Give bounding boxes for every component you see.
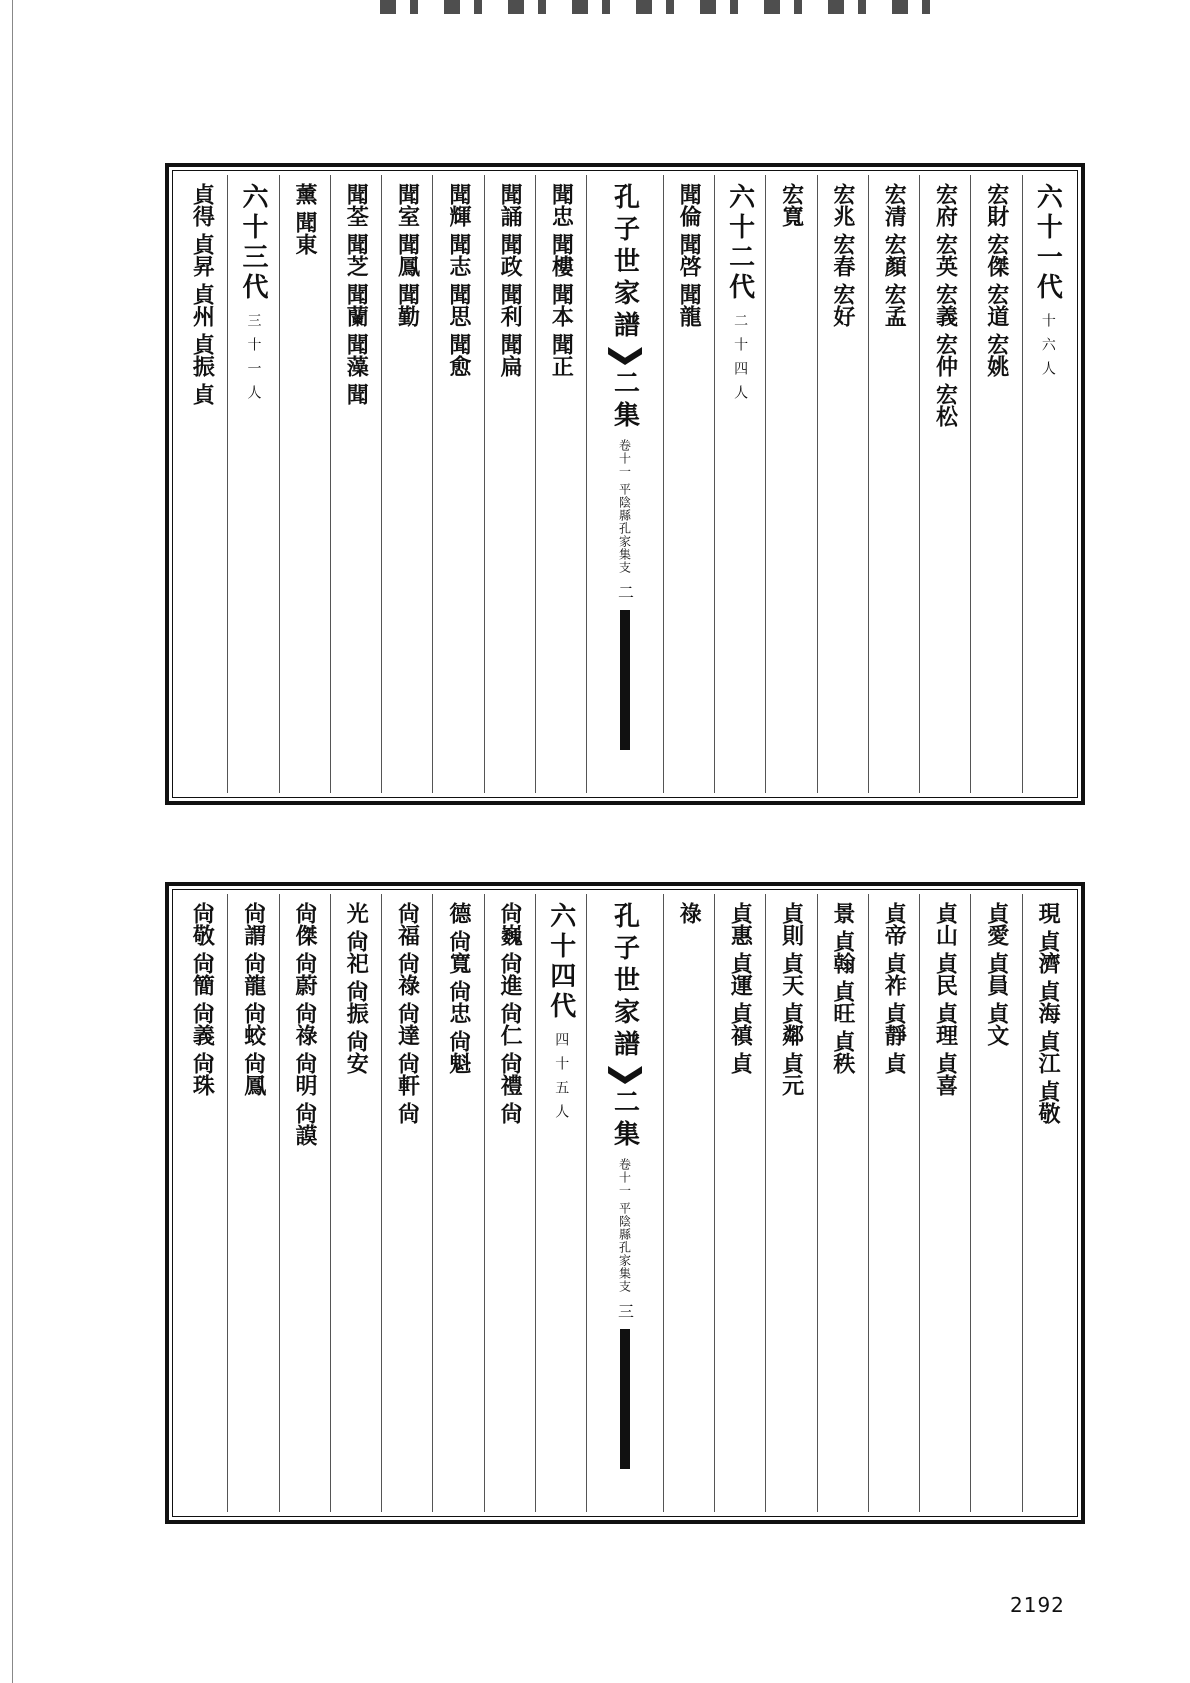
- person-name: 聞倫: [676, 183, 703, 227]
- person-name: 貞山: [932, 902, 959, 946]
- generation-count: 四十五人: [553, 1032, 570, 1128]
- name-column: [432, 175, 483, 793]
- person-name: 尙祿: [291, 1002, 318, 1046]
- person-name: 聞荃: [343, 183, 370, 227]
- person-name: 宏英: [932, 233, 959, 277]
- person-name: 貞文: [983, 1002, 1010, 1046]
- gutter-title: 孔子世家譜: [609, 902, 640, 1062]
- generation-count: 二十四人: [732, 313, 749, 409]
- page-margin-line: [12, 0, 13, 1683]
- name-column: [381, 894, 432, 1512]
- person-name: 貞州: [189, 283, 216, 327]
- generation-title: 六十三代: [238, 183, 268, 303]
- name-column: [330, 175, 381, 793]
- person-name: 貞海: [1035, 980, 1062, 1024]
- person-name: 貞理: [932, 1002, 959, 1046]
- person-name: 尙龍: [240, 952, 267, 996]
- person-name: 尙: [497, 1102, 524, 1124]
- person-name: 祿: [676, 902, 703, 924]
- name-column: [177, 175, 227, 793]
- person-name: 貞靜: [881, 1002, 908, 1046]
- person-name: 尙寬: [445, 930, 472, 974]
- book-gutter: [586, 175, 662, 793]
- person-name: 尙達: [394, 1002, 421, 1046]
- person-name: 宏兆: [829, 183, 856, 227]
- generation-heading: [714, 175, 765, 793]
- person-name: 貞鄰: [778, 1002, 805, 1046]
- page-number: 2192: [1010, 1593, 1065, 1617]
- name-column: [868, 175, 919, 793]
- person-name: 貞翰: [829, 930, 856, 974]
- person-name: 宏府: [932, 183, 959, 227]
- person-name: 尙振: [343, 980, 370, 1024]
- person-name: 聞利: [497, 283, 524, 327]
- person-name: 景: [829, 902, 856, 924]
- person-name: 聞本: [548, 283, 575, 327]
- person-name: 聞藻: [343, 333, 370, 377]
- person-name: 尙敬: [189, 902, 216, 946]
- person-name: 尙忠: [445, 980, 472, 1024]
- name-column: [765, 175, 816, 793]
- gutter-bar: [620, 610, 630, 750]
- person-name: 聞啓: [676, 233, 703, 277]
- top-print-residue: [380, 0, 940, 14]
- person-name: 尙福: [394, 902, 421, 946]
- gutter-page: 二: [615, 583, 635, 600]
- person-name: 尙進: [497, 952, 524, 996]
- person-name: 貞民: [932, 952, 959, 996]
- gutter-title: 孔子世家譜: [609, 183, 640, 343]
- name-column: [279, 894, 330, 1512]
- person-name: 尙禮: [497, 1052, 524, 1096]
- generation-count: 三十一人: [245, 313, 262, 409]
- person-name: 貞: [881, 1052, 908, 1074]
- person-name: 宏孟: [881, 283, 908, 327]
- person-name: 聞志: [445, 233, 472, 277]
- person-name: 尙祀: [343, 930, 370, 974]
- name-column: [279, 175, 330, 793]
- name-column: [663, 175, 714, 793]
- person-name: 貞喜: [932, 1052, 959, 1096]
- person-name: 貞江: [1035, 1030, 1062, 1074]
- generation-heading: [1022, 175, 1073, 793]
- person-name: 現: [1035, 902, 1062, 924]
- name-column: [484, 894, 535, 1512]
- gutter-volume: 卷十一 平陰縣孔家集支: [617, 1158, 632, 1293]
- gutter-collection: 二集: [609, 369, 640, 433]
- person-name: 貞天: [778, 952, 805, 996]
- name-column: [817, 175, 868, 793]
- gutter-volume: 卷十一 平陰縣孔家集支: [617, 439, 632, 574]
- person-name: 宏春: [829, 233, 856, 277]
- person-name: 貞: [189, 383, 216, 405]
- person-name: 尙蛟: [240, 1002, 267, 1046]
- name-column: [1022, 894, 1073, 1512]
- name-column: [970, 175, 1021, 793]
- person-name: 宏清: [881, 183, 908, 227]
- name-column: [484, 175, 535, 793]
- person-name: 尙: [394, 1102, 421, 1124]
- person-name: 貞運: [727, 952, 754, 996]
- person-name: 尙巍: [497, 902, 524, 946]
- name-column: [868, 894, 919, 1512]
- generation-title: 六十二代: [724, 183, 755, 303]
- person-name: 貞旺: [829, 980, 856, 1024]
- person-name: 貞昇: [189, 233, 216, 277]
- person-name: 尙安: [343, 1030, 370, 1074]
- name-column: [919, 175, 970, 793]
- person-name: 宏好: [829, 283, 856, 327]
- book-gutter: [586, 894, 662, 1512]
- person-name: 宏義: [932, 283, 959, 327]
- person-name: 聞東: [291, 211, 318, 255]
- name-column: [432, 894, 483, 1512]
- generation-title: 六十四代: [545, 902, 576, 1022]
- person-name: 尙祿: [394, 952, 421, 996]
- person-name: 貞則: [778, 902, 805, 946]
- gutter-bar: [620, 1329, 630, 1469]
- name-column: [381, 175, 432, 793]
- name-column: [817, 894, 868, 1512]
- person-name: 尙仁: [497, 1002, 524, 1046]
- person-name: 宏仲: [932, 333, 959, 377]
- gutter-collection: 二集: [609, 1088, 640, 1152]
- person-name: 聞正: [548, 333, 575, 377]
- person-name: 聞誦: [497, 183, 524, 227]
- person-name: 貞振: [189, 333, 216, 377]
- person-name: 貞濟: [1035, 930, 1062, 974]
- person-name: 宏姚: [983, 333, 1010, 377]
- person-name: 聞勤: [394, 283, 421, 327]
- chevron-ornament-icon: [608, 1066, 642, 1084]
- name-column: [330, 894, 381, 1512]
- person-name: 尙傑: [291, 902, 318, 946]
- person-name: 光: [343, 902, 370, 924]
- gutter-page: 三: [615, 1302, 635, 1319]
- person-name: 貞: [727, 1052, 754, 1074]
- person-name: 聞扁: [497, 333, 524, 377]
- person-name: 貞敬: [1035, 1080, 1062, 1124]
- chevron-ornament-icon: [608, 347, 642, 365]
- person-name: 尙蔚: [291, 952, 318, 996]
- person-name: 聞輝: [445, 183, 472, 227]
- name-column: [765, 894, 816, 1512]
- person-name: 貞禛: [727, 1002, 754, 1046]
- name-column: [227, 894, 278, 1512]
- person-name: 貞元: [778, 1052, 805, 1096]
- person-name: 尙鳳: [240, 1052, 267, 1096]
- person-name: 尙謨: [291, 1102, 318, 1146]
- person-name: 聞思: [445, 283, 472, 327]
- person-name: 貞得: [189, 183, 216, 227]
- person-name: 德: [445, 902, 472, 924]
- person-name: 尙珠: [189, 1052, 216, 1096]
- person-name: 貞愛: [983, 902, 1010, 946]
- person-name: 貞秩: [829, 1030, 856, 1074]
- generation-count: 十六人: [1039, 313, 1056, 385]
- person-name: 聞室: [394, 183, 421, 227]
- person-name: 貞惠: [727, 902, 754, 946]
- person-name: 宏道: [983, 283, 1010, 327]
- generation-title: 六十一代: [1032, 183, 1063, 303]
- person-name: 聞忠: [548, 183, 575, 227]
- person-name: 尙魁: [445, 1030, 472, 1074]
- person-name: 聞: [343, 383, 370, 405]
- person-name: 貞帝: [881, 902, 908, 946]
- name-column: [970, 894, 1021, 1512]
- person-name: 尙義: [189, 1002, 216, 1046]
- person-name: 宏傑: [983, 233, 1010, 277]
- person-name: 聞愈: [445, 333, 472, 377]
- person-name: 聞芝: [343, 233, 370, 277]
- person-name: 貞祚: [881, 952, 908, 996]
- name-column: [919, 894, 970, 1512]
- person-name: 尙明: [291, 1052, 318, 1096]
- person-name: 貞員: [983, 952, 1010, 996]
- genealogy-panel-upper: [165, 163, 1085, 805]
- person-name: 宏顏: [881, 233, 908, 277]
- person-name: 尙簡: [189, 952, 216, 996]
- name-column: [535, 175, 586, 793]
- person-name: 聞蘭: [343, 283, 370, 327]
- person-name: 宏寬: [778, 183, 805, 227]
- person-name: 宏財: [983, 183, 1010, 227]
- person-name: 聞政: [497, 233, 524, 277]
- person-name: 聞樓: [548, 233, 575, 277]
- person-name: 尙謂: [240, 902, 267, 946]
- generation-heading: [535, 894, 586, 1512]
- person-name: 尙軒: [394, 1052, 421, 1096]
- name-column: [177, 894, 227, 1512]
- person-name: 聞龍: [676, 283, 703, 327]
- generation-heading: [227, 175, 278, 793]
- name-column: [714, 894, 765, 1512]
- person-name: 聞鳳: [394, 233, 421, 277]
- person-name: 薰: [291, 183, 318, 205]
- name-column: [663, 894, 714, 1512]
- person-name: 宏松: [932, 383, 959, 427]
- genealogy-panel-lower: [165, 882, 1085, 1524]
